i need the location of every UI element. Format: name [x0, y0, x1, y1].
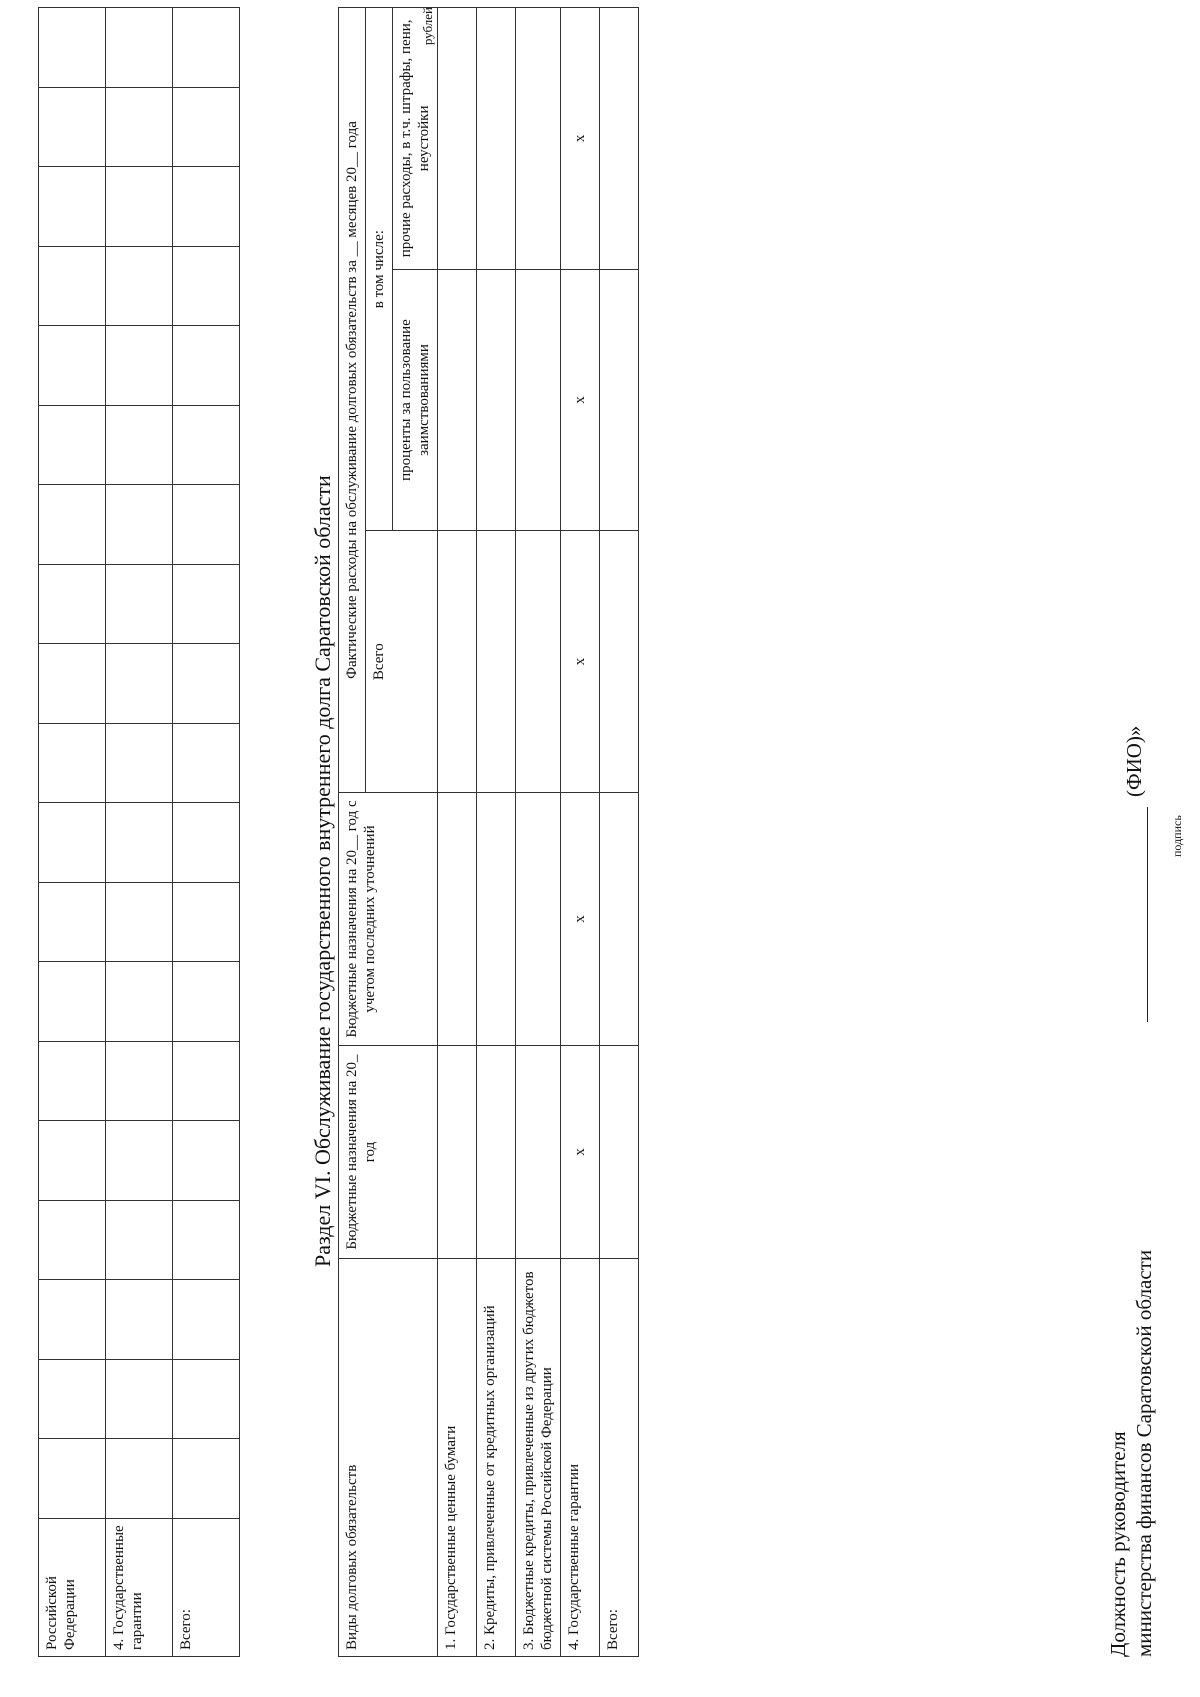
header-including: в том числе: [366, 8, 393, 531]
table-row [106, 8, 173, 1657]
row-label: Российской Федерации [39, 1519, 106, 1657]
cell [438, 269, 477, 531]
header-budget-plan: Бюджетные назначения на 20_ год [339, 1046, 438, 1259]
position-line-1: Должность руководителя [1106, 1431, 1130, 1657]
row-name: 2. Кредиты, привлеченные от кредитных организаций [477, 1259, 516, 1657]
units-label: рублей [420, 7, 435, 46]
cell [477, 1046, 516, 1259]
position-line-2: министерства финансов Саратовской области [1132, 1249, 1157, 1657]
cell [600, 8, 639, 270]
fio-label: (ФИО)» [1122, 725, 1146, 797]
cell [516, 793, 561, 1046]
header-actual-expenses: Фактические расходы на обслуживание долговых обязательств за __ месяцев 20__ года [339, 8, 366, 793]
table-row [39, 8, 106, 1657]
section-title: Раздел VI. Обслуживание государственного внутреннего долга Саратовской области [310, 475, 335, 1267]
row-label: 4. Государственные гарантии [106, 1519, 173, 1657]
cell [516, 8, 561, 270]
cell: х [561, 1046, 600, 1259]
cell [516, 269, 561, 531]
header-total: Всего [366, 531, 438, 793]
header-debt-type: Виды долговых обязательств [339, 1259, 438, 1657]
cell [600, 1046, 639, 1259]
continuation-table [38, 7, 240, 1657]
header-other-expenses: прочие расходы, в т.ч. штрафы, пени, неустойки [393, 8, 438, 270]
table-row [561, 8, 600, 1657]
cell [600, 793, 639, 1046]
signature-caption: подпись [1170, 815, 1184, 857]
cell [477, 269, 516, 531]
cell [516, 531, 561, 793]
cell [438, 8, 477, 270]
debt-service-table [338, 7, 639, 1657]
cell [516, 1046, 561, 1259]
table-row [600, 8, 639, 1657]
table-row [477, 8, 516, 1657]
signature-position [1105, 1250, 1158, 1657]
signature-line [1147, 807, 1148, 1022]
row-label: Всего: [173, 1519, 240, 1657]
cell: х [561, 531, 600, 793]
row-name: 3. Бюджетные кредиты, привлеченные из других бюджетов бюджетной системы Российской Федерации [516, 1259, 561, 1657]
table-row [438, 8, 477, 1657]
cell [600, 531, 639, 793]
table-row [516, 8, 561, 1657]
cell [438, 531, 477, 793]
cell: х [561, 793, 600, 1046]
cell: х [561, 269, 600, 531]
cell [438, 793, 477, 1046]
cell [477, 531, 516, 793]
cell [438, 1046, 477, 1259]
row-name: 4. Государственные гарантии [561, 1259, 600, 1657]
table-row [173, 8, 240, 1657]
header-budget-revised: Бюджетные назначения на 20__ год с учетом последних уточнений [339, 793, 438, 1046]
header-row [339, 8, 366, 1657]
cell [477, 793, 516, 1046]
cell [600, 269, 639, 531]
cell [477, 8, 516, 270]
cell: х [561, 8, 600, 270]
header-interest: проценты за пользование заимствованиями [393, 269, 438, 531]
row-name: Всего: [600, 1259, 639, 1657]
row-name: 1. Государственные ценные бумаги [438, 1259, 477, 1657]
